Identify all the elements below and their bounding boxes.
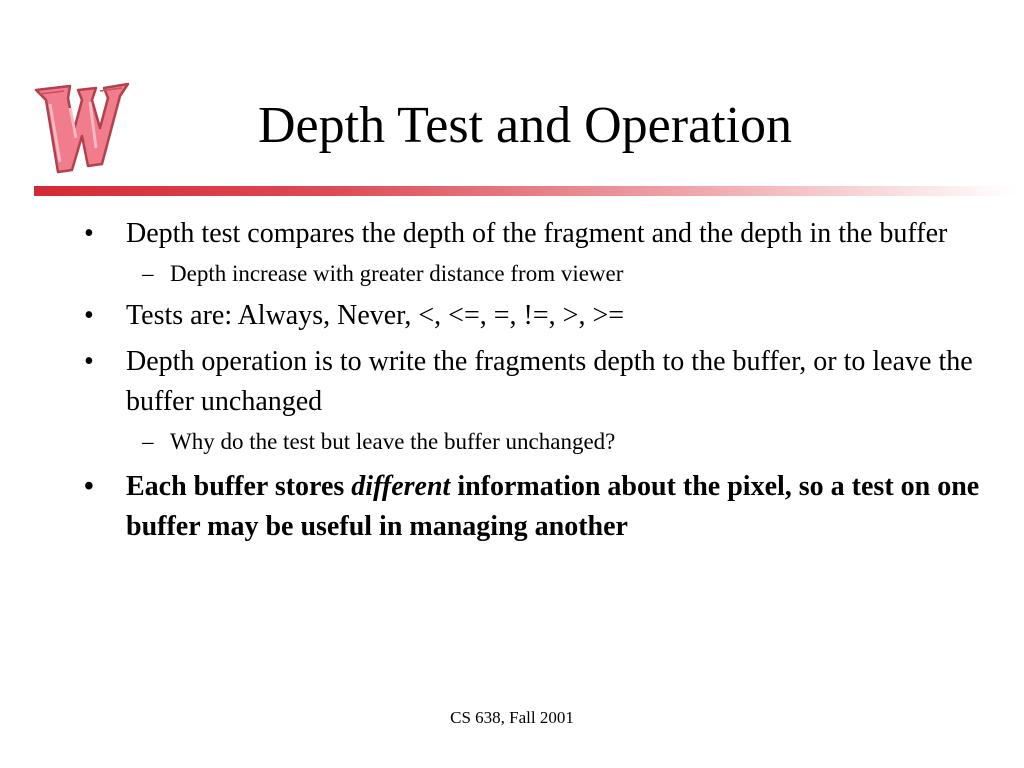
sub-bullet-marker: –	[142, 429, 154, 454]
bullet-text: information about the pixel, so a test on one buffer may be useful in managing another	[126, 471, 980, 542]
w-logo-icon	[30, 78, 132, 178]
bullet-text: Each buffer stores	[126, 471, 352, 502]
bullet-text: Depth test compares the depth of the fragment and the depth in the buffer	[126, 218, 948, 249]
bullet-item	[84, 214, 984, 254]
bullet-marker: •	[84, 218, 94, 249]
slide-footer: CS 638, Fall 2001	[450, 708, 574, 727]
sub-bullet-item	[84, 258, 984, 290]
bullet-text: Depth operation is to write the fragments depth to the buffer, or to leave the buffer unchanged	[126, 346, 973, 417]
bullet-text: Tests are: Always, Never, <, <=, =, !=, >, >=	[126, 300, 625, 331]
bullet-item	[84, 467, 984, 547]
sub-bullet-text: Why do the test but leave the buffer unchanged?	[170, 429, 616, 454]
sub-bullet-text: Depth increase with greater distance from viewer	[170, 261, 624, 286]
bullet-item	[84, 342, 984, 422]
bullet-list	[84, 214, 984, 547]
bullet-marker: •	[84, 471, 94, 502]
bullet-item	[84, 296, 984, 336]
bullet-marker: •	[84, 300, 94, 331]
sub-bullet-item	[84, 426, 984, 458]
emphasis-text: different	[351, 471, 451, 502]
title-divider	[34, 186, 1016, 196]
slide-title: Depth Test and Operation	[258, 97, 793, 154]
bullet-marker: •	[84, 346, 94, 377]
sub-bullet-marker: –	[142, 261, 154, 286]
